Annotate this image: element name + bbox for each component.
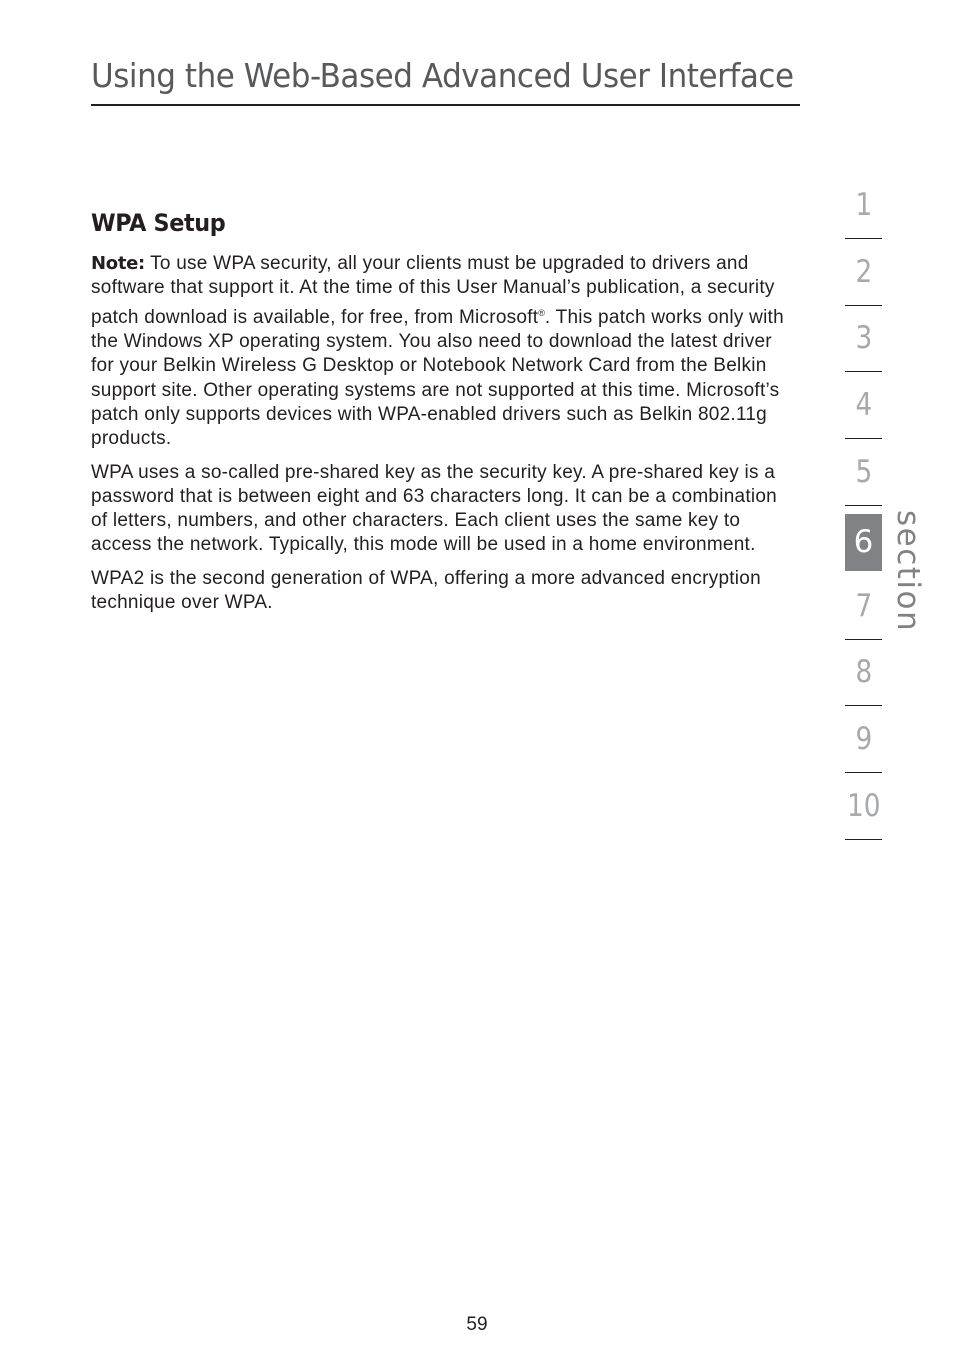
- section-nav: [845, 172, 882, 840]
- page-title: Using the Web-Based Advanced User Interface: [91, 56, 794, 95]
- section-nav-item-10: 10: [845, 773, 882, 840]
- registered-mark: ®: [538, 307, 545, 318]
- section-nav-item-6-active: 6: [845, 506, 882, 573]
- section-nav-item-8: 8: [845, 640, 882, 707]
- wpa2-description-paragraph: WPA2 is the second generation of WPA, offering a more advanced encryption technique over WPA.: [91, 567, 761, 614]
- note-paragraph: [91, 252, 796, 451]
- wpa-description-paragraph: WPA uses a so-called pre-shared key as the security key. A pre-shared key is a password that is between eight and 63 characters long. It can be a combination of letters, numbers, and other characters. Each client uses the same key to access the network. Typically, this mode will be used in a home environment.: [91, 461, 777, 556]
- note-label: Note:: [91, 253, 145, 275]
- note-text-part-2: . This patch works only with the Windows XP operating system. You also need to download the latest driver for your Belkin Wireless G Desktop or Notebook Network Card from the Belkin support site. Other operating systems are not supported at this time. Microsoft’s patch only supports devices with WPA-enabled drivers such as Belkin 802.11g products.: [91, 306, 784, 450]
- note-text-part-1: To use WPA security, all your clients must be upgraded to drivers and software that support it. At the time of this User Manual’s publication, a security patch download is available, for free, from Microsoft: [91, 253, 775, 328]
- section-nav-item-2: 2: [845, 239, 882, 306]
- section-nav-item-4: 4: [845, 372, 882, 439]
- section-nav-item-1: 1: [845, 172, 882, 239]
- main-content: [91, 208, 796, 624]
- section-nav-item-9: 9: [845, 706, 882, 773]
- section-nav-item-5: 5: [845, 439, 882, 506]
- section-heading: WPA Setup: [91, 209, 226, 237]
- section-label: section: [890, 510, 926, 633]
- section-nav-item-3: 3: [845, 306, 882, 373]
- page-number: 59: [466, 1314, 488, 1335]
- page-header: [91, 56, 800, 106]
- section-nav-item-7: 7: [845, 573, 882, 640]
